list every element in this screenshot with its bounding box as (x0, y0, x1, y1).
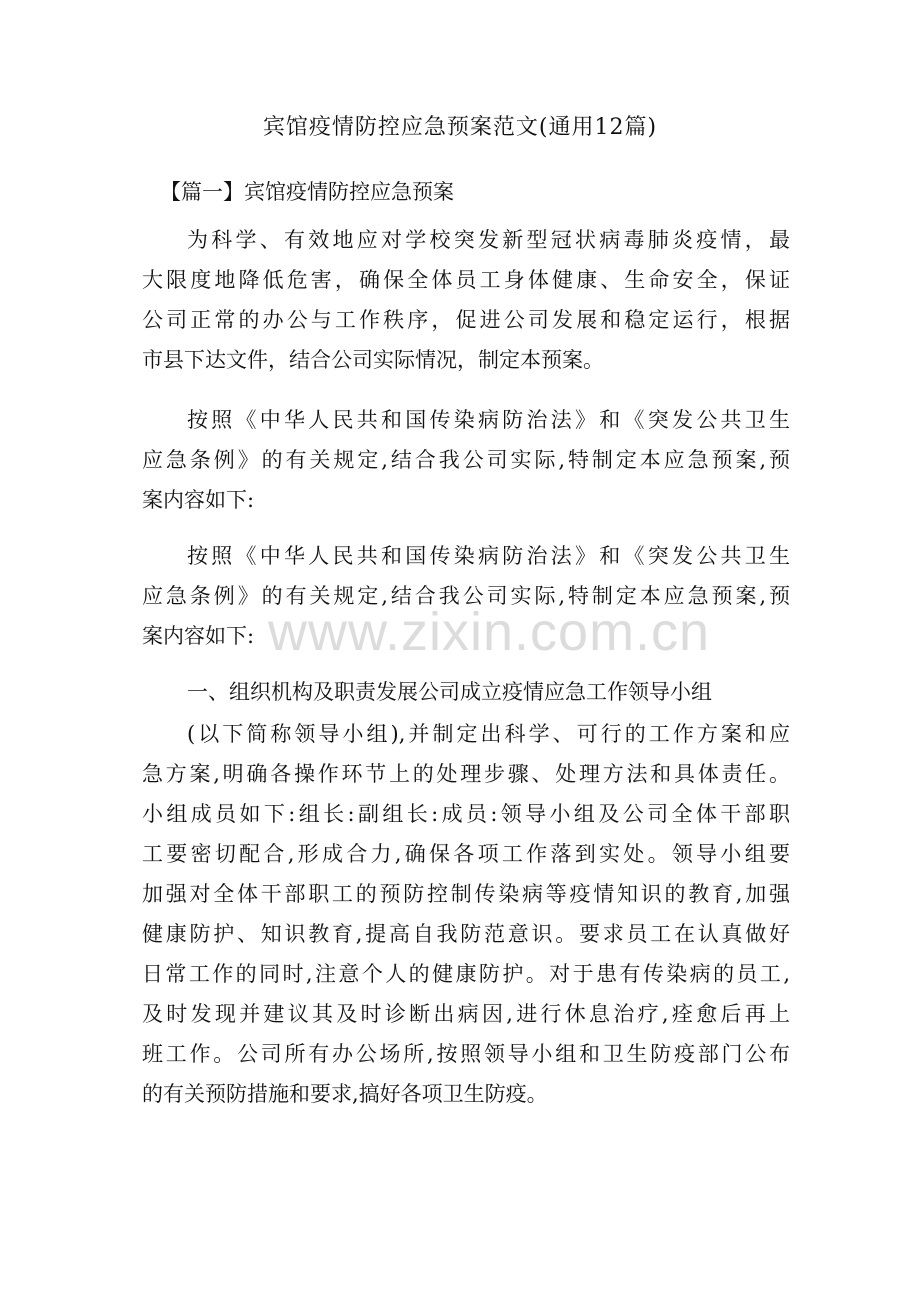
paragraph-line: 应急条例》的有关规定,结合我公司实际,特制定本应急预案,预 (142, 584, 790, 608)
paragraph-line: 小组成员如下:组长:副组长:成员:领导小组及公司全体干部职 (142, 802, 790, 826)
paragraph-line: 及时发现并建议其及时诊断出病因,进行休息治疗,痊愈后再上 (142, 1002, 790, 1026)
paragraph-line: 大限度地降低危害，确保全体员工身体健康、生命安全，保证 (142, 268, 790, 292)
paragraph-line: 公司正常的办公与工作秩序，促进公司发展和稳定运行，根据 (142, 308, 790, 332)
paragraph-line: 急方案,明确各操作环节上的处理步骤、处理方法和具体责任。 (142, 762, 790, 786)
paragraph-line: 应急条例》的有关规定,结合我公司实际,特制定本应急预案,预 (142, 448, 790, 472)
paragraph-organization-heading (142, 672, 790, 712)
paragraph-basis-2 (142, 536, 790, 656)
paragraph-line: 按照《中华人民共和国传染病防治法》和《突发公共卫生 (187, 544, 790, 568)
paragraph-line: 市县下达文件，结合公司实际情况，制定本预案。 (142, 348, 604, 372)
paragraph-intro (142, 220, 790, 380)
paragraph-line: (以下简称领导小组),并制定出科学、可行的工作方案和应 (187, 722, 790, 746)
paragraph-line: 一、组织机构及职责发展公司成立疫情应急工作领导小组 (187, 680, 712, 704)
document-title: 宾馆疫情防控应急预案范文(通用12篇) (262, 115, 658, 140)
paragraph-line: 工要密切配合,形成合力,确保各项工作落到实处。领导小组要 (142, 842, 790, 866)
section-heading: 【篇一】宾馆疫情防控应急预案 (160, 180, 454, 204)
paragraph-line: 的有关预防措施和要求,搞好各项卫生防疫。 (142, 1082, 548, 1106)
paragraph-organization-body (142, 714, 790, 1114)
paragraph-line: 为科学、有效地应对学校突发新型冠状病毒肺炎疫情，最 (187, 228, 790, 252)
watermark: www.zixin.com.cn (268, 602, 711, 662)
paragraph-basis-1 (142, 400, 790, 520)
paragraph-line: 按照《中华人民共和国传染病防治法》和《突发公共卫生 (187, 408, 790, 432)
paragraph-line: 班工作。公司所有办公场所,按照领导小组和卫生防疫部门公布 (142, 1042, 790, 1066)
paragraph-line: 案内容如下: (142, 488, 255, 512)
paragraph-line: 案内容如下: (142, 624, 255, 648)
paragraph-line: 加强对全体干部职工的预防控制传染病等疫情知识的教育,加强 (142, 882, 790, 906)
paragraph-line: 健康防护、知识教育,提高自我防范意识。要求员工在认真做好 (142, 922, 790, 946)
paragraph-line: 日常工作的同时,注意个人的健康防护。对于患有传染病的员工, (142, 962, 790, 986)
